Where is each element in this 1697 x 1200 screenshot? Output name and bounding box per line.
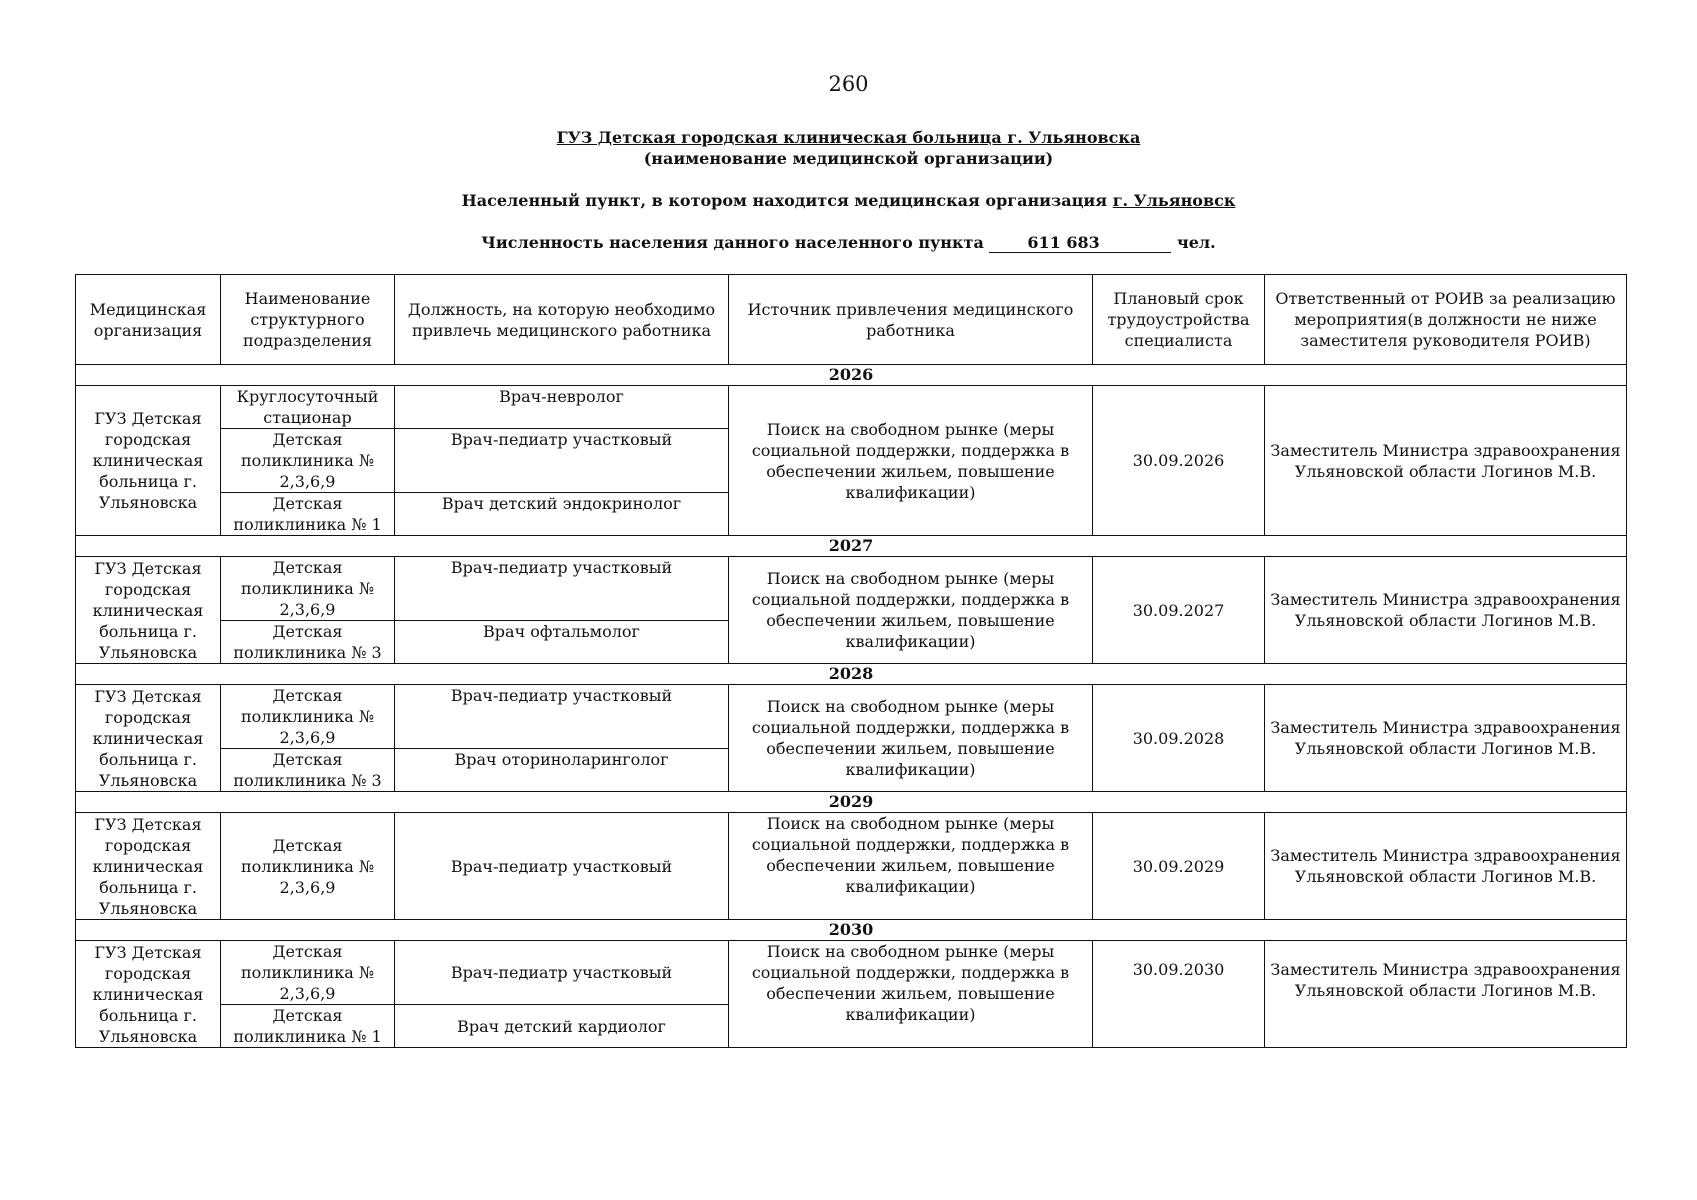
position-cell: Врач-педиатр участковый — [395, 557, 729, 621]
locality-value: г. Ульяновск — [1112, 191, 1236, 210]
source-cell: Поиск на свободном рынке (меры социальной поддержки, поддержка в обеспечении жильем, повышение квалификации) — [729, 557, 1093, 664]
date-cell: 30.09.2028 — [1093, 685, 1265, 792]
unit-cell: Детская поликлиника № 1 — [221, 493, 395, 536]
org-caption: (наименование медицинской организации) — [643, 149, 1054, 168]
locality-label: Населенный пункт, в котором находится медицинская организация — [461, 191, 1108, 210]
org-cell: ГУЗ Детская городская клиническая больница г. Ульяновска — [76, 386, 221, 536]
unit-cell: Детская поликлиника № 2,3,6,9 — [221, 429, 395, 493]
column-header: Медицинская организация — [76, 275, 221, 365]
responsible-cell: Заместитель Министра здравоохранения Ульяновской области Логинов М.В. — [1265, 685, 1627, 792]
source-cell: Поиск на свободном рынке (меры социальной поддержки, поддержка в обеспечении жильем, повышение квалификации) — [729, 685, 1093, 792]
population-line — [0, 233, 1697, 253]
responsible-cell: Заместитель Министра здравоохранения Ульяновской области Логинов М.В. — [1265, 941, 1627, 1048]
table-header-row — [76, 275, 1627, 365]
source-cell: Поиск на свободном рынке (меры социальной поддержки, поддержка в обеспечении жильем, повышение квалификации) — [729, 813, 1093, 920]
position-cell: Врач детский кардиолог — [395, 1005, 729, 1048]
unit-cell: Круглосуточный стационар — [221, 386, 395, 429]
org-name: ГУЗ Детская городская клиническая больница г. Ульяновска — [556, 128, 1141, 147]
population-unit: чел. — [1176, 233, 1216, 252]
column-header: Наименование структурного подразделения — [221, 275, 395, 365]
page-number: 260 — [828, 72, 869, 96]
table-row — [76, 813, 1627, 920]
position-cell: Врач детский эндокринолог — [395, 493, 729, 536]
column-header: Ответственный от РОИВ за реализацию мероприятия(в должности не ниже заместителя руководителя РОИВ) — [1265, 275, 1627, 365]
org-name-line — [0, 128, 1697, 147]
position-cell: Врач-педиатр участковый — [395, 429, 729, 493]
year-row — [76, 365, 1627, 386]
date-cell: 30.09.2030 — [1093, 941, 1265, 1048]
year-label: 2028 — [76, 664, 1627, 685]
unit-cell: Детская поликлиника № 2,3,6,9 — [221, 813, 395, 920]
column-header: Плановый срок трудоустройства специалиста — [1093, 275, 1265, 365]
org-cell: ГУЗ Детская городская клиническая больница г. Ульяновска — [76, 941, 221, 1048]
responsible-cell: Заместитель Министра здравоохранения Ульяновской области Логинов М.В. — [1265, 813, 1627, 920]
locality-line — [0, 191, 1697, 210]
year-row — [76, 792, 1627, 813]
position-cell: Врач оториноларинголог — [395, 749, 729, 792]
org-cell: ГУЗ Детская городская клиническая больница г. Ульяновска — [76, 813, 221, 920]
year-label: 2029 — [76, 792, 1627, 813]
source-cell: Поиск на свободном рынке (меры социальной поддержки, поддержка в обеспечении жильем, повышение квалификации) — [729, 386, 1093, 536]
table-row — [76, 685, 1627, 749]
unit-cell: Детская поликлиника № 2,3,6,9 — [221, 557, 395, 621]
year-label: 2030 — [76, 920, 1627, 941]
position-cell: Врач-педиатр участковый — [395, 685, 729, 749]
unit-cell: Детская поликлиника № 3 — [221, 749, 395, 792]
date-cell: 30.09.2027 — [1093, 557, 1265, 664]
responsible-cell: Заместитель Министра здравоохранения Ульяновской области Логинов М.В. — [1265, 557, 1627, 664]
org-cell: ГУЗ Детская городская клиническая больница г. Ульяновска — [76, 685, 221, 792]
population-label: Численность населения данного населенного пункта — [481, 233, 984, 252]
year-row — [76, 536, 1627, 557]
position-cell: Врач-педиатр участковый — [395, 941, 729, 1005]
date-cell: 30.09.2029 — [1093, 813, 1265, 920]
position-cell: Врач-педиатр участковый — [395, 813, 729, 920]
responsible-cell: Заместитель Министра здравоохранения Ульяновской области Логинов М.В. — [1265, 386, 1627, 536]
table-row — [76, 557, 1627, 621]
column-header: Источник привлечения медицинского работника — [729, 275, 1093, 365]
year-row — [76, 664, 1627, 685]
position-cell: Врач офтальмолог — [395, 621, 729, 664]
year-label: 2027 — [76, 536, 1627, 557]
year-row — [76, 920, 1627, 941]
org-cell: ГУЗ Детская городская клиническая больница г. Ульяновска — [76, 557, 221, 664]
population-value: 611 683 — [989, 233, 1171, 253]
column-header: Должность, на которую необходимо привлечь медицинского работника — [395, 275, 729, 365]
table-row — [76, 941, 1627, 1005]
staffing-plan-table — [75, 274, 1627, 1048]
unit-cell: Детская поликлиника № 2,3,6,9 — [221, 941, 395, 1005]
source-cell: Поиск на свободном рынке (меры социальной поддержки, поддержка в обеспечении жильем, повышение квалификации) — [729, 941, 1093, 1048]
unit-cell: Детская поликлиника № 1 — [221, 1005, 395, 1048]
unit-cell: Детская поликлиника № 3 — [221, 621, 395, 664]
unit-cell: Детская поликлиника № 2,3,6,9 — [221, 685, 395, 749]
date-cell: 30.09.2026 — [1093, 386, 1265, 536]
position-cell: Врач-невролог — [395, 386, 729, 429]
table-row — [76, 386, 1627, 429]
year-label: 2026 — [76, 365, 1627, 386]
